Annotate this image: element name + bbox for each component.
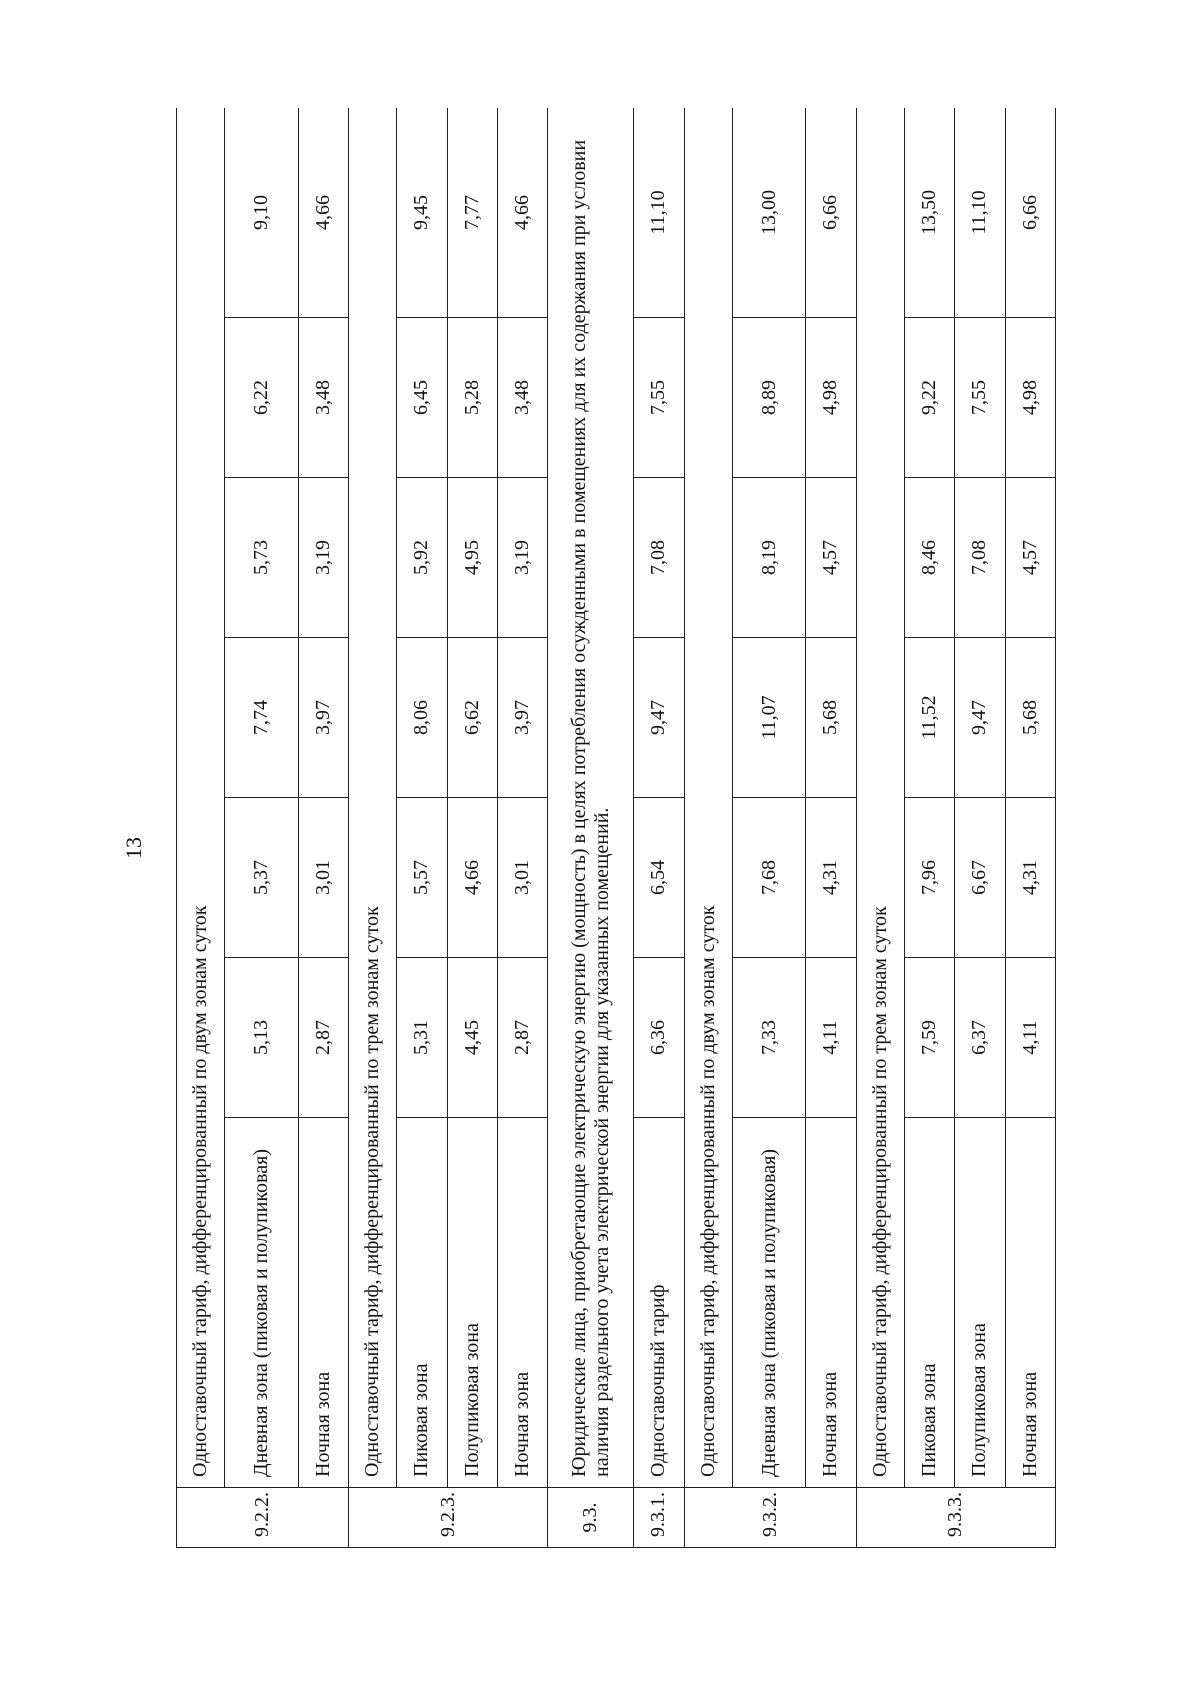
table-row: [397, 108, 447, 1548]
tariff-value: 4,66: [298, 108, 348, 318]
tariff-value: 5,68: [1005, 638, 1055, 798]
tariff-value: 6,22: [225, 318, 298, 478]
tariff-value: 4,11: [806, 958, 856, 1118]
tariff-value: 4,98: [806, 318, 856, 478]
tariff-value: 6,36: [634, 958, 684, 1118]
rotated-content: [176, 108, 1056, 1548]
section-title: Одноставочный тариф, дифференцированный по трем зонам суток: [856, 108, 904, 1488]
tariff-value: 9,10: [225, 108, 298, 318]
tariff-value: 7,55: [634, 318, 684, 478]
tariff-value: 5,73: [225, 478, 298, 638]
table-row: [806, 108, 856, 1548]
tariff-value: 6,67: [955, 798, 1005, 958]
tariff-value: 7,74: [225, 638, 298, 798]
tariff-table: [176, 108, 1056, 1548]
tariff-value: 3,97: [497, 638, 547, 798]
tariff-value: 3,01: [497, 798, 547, 958]
tariff-value: 13,50: [904, 108, 954, 318]
table-row: [904, 108, 954, 1548]
section-title: Юридические лица, приобретающие электрическую энергию (мощность) в целях потребления осужденными в помещениях для их содержания при условии наличия раздельного учета электрической энергии для указанных помещений.: [548, 108, 634, 1488]
zone-label: Одноставочный тариф: [634, 1118, 684, 1488]
tariff-value: 9,47: [634, 638, 684, 798]
tariff-value: 4,45: [447, 958, 497, 1118]
tariff-value: 5,13: [225, 958, 298, 1118]
zone-label: Полупиковая зона: [447, 1118, 497, 1488]
zone-label: Ночная зона: [497, 1118, 547, 1488]
tariff-value: 4,11: [1005, 958, 1055, 1118]
tariff-value: 4,31: [1005, 798, 1055, 958]
section-title: Одноставочный тариф, дифференцированный по двум зонам суток: [177, 108, 225, 1488]
tariff-value: 7,77: [447, 108, 497, 318]
tariff-value: 9,47: [955, 638, 1005, 798]
tariff-value: 3,19: [298, 478, 348, 638]
tariff-value: 3,19: [497, 478, 547, 638]
tariff-value: 7,59: [904, 958, 954, 1118]
tariff-value: 4,57: [1005, 478, 1055, 638]
tariff-value: 9,22: [904, 318, 954, 478]
tariff-value: 7,33: [732, 958, 805, 1118]
section-title-row: [177, 108, 225, 1548]
tariff-value: 5,31: [397, 958, 447, 1118]
section-title: Одноставочный тариф, дифференцированный по двум зонам суток: [684, 108, 732, 1488]
section-title-row: [548, 108, 634, 1548]
section-number: 9.2.2.: [177, 1488, 349, 1548]
tariff-value: 5,37: [225, 798, 298, 958]
tariff-value: 8,06: [397, 638, 447, 798]
table-row: [497, 108, 547, 1548]
tariff-value: 11,10: [634, 108, 684, 318]
section-number: 9.3.: [548, 1488, 634, 1548]
tariff-value: 5,68: [806, 638, 856, 798]
section-number: 9.3.3.: [856, 1488, 1055, 1548]
tariff-value: 6,37: [955, 958, 1005, 1118]
tariff-value: 2,87: [298, 958, 348, 1118]
section-title-row: [684, 108, 732, 1548]
section-title-row: [856, 108, 904, 1548]
tariff-value: 5,57: [397, 798, 447, 958]
tariff-value: 5,28: [447, 318, 497, 478]
tariff-value: 4,66: [497, 108, 547, 318]
table-row: [447, 108, 497, 1548]
section-number: 9.3.1.: [634, 1488, 684, 1548]
tariff-value: 7,08: [955, 478, 1005, 638]
tariff-value: 8,19: [732, 478, 805, 638]
section-number: 9.3.2.: [684, 1488, 856, 1548]
tariff-value: 3,48: [497, 318, 547, 478]
tariff-value: 6,62: [447, 638, 497, 798]
tariff-value: 11,52: [904, 638, 954, 798]
tariff-value: 5,92: [397, 478, 447, 638]
table-row: [1005, 108, 1055, 1548]
zone-label: Полупиковая зона: [955, 1118, 1005, 1488]
tariff-value: 4,98: [1005, 318, 1055, 478]
tariff-value: 3,97: [298, 638, 348, 798]
tariff-value: 6,54: [634, 798, 684, 958]
tariff-value: 4,95: [447, 478, 497, 638]
table-row: [225, 108, 298, 1548]
tariff-value: 11,10: [955, 108, 1005, 318]
zone-label: Ночная зона: [298, 1118, 348, 1488]
tariff-value: 11,07: [732, 638, 805, 798]
tariff-table-body: [177, 108, 1056, 1548]
table-row: [298, 108, 348, 1548]
table-row: [634, 108, 684, 1548]
tariff-value: 7,08: [634, 478, 684, 638]
zone-label: Дневная зона (пиковая и полупиковая): [732, 1118, 805, 1488]
table-row: [732, 108, 805, 1548]
table-row: [955, 108, 1005, 1548]
tariff-value: 4,66: [447, 798, 497, 958]
tariff-value: 4,57: [806, 478, 856, 638]
page-number: 13: [121, 837, 146, 859]
section-number: 9.2.3.: [349, 1488, 548, 1548]
section-title-row: [349, 108, 397, 1548]
zone-label: Дневная зона (пиковая и полупиковая): [225, 1118, 298, 1488]
zone-label: Пиковая зона: [904, 1118, 954, 1488]
rotated-table-area: [176, 108, 1056, 1548]
zone-label: Ночная зона: [1005, 1118, 1055, 1488]
tariff-value: 6,66: [806, 108, 856, 318]
zone-label: Пиковая зона: [397, 1118, 447, 1488]
tariff-value: 3,48: [298, 318, 348, 478]
section-title: Одноставочный тариф, дифференцированный по трем зонам суток: [349, 108, 397, 1488]
tariff-value: 7,68: [732, 798, 805, 958]
zone-label: Ночная зона: [806, 1118, 856, 1488]
tariff-value: 13,00: [732, 108, 805, 318]
tariff-value: 9,45: [397, 108, 447, 318]
tariff-value: 8,46: [904, 478, 954, 638]
tariff-value: 3,01: [298, 798, 348, 958]
tariff-value: 7,55: [955, 318, 1005, 478]
tariff-value: 6,66: [1005, 108, 1055, 318]
tariff-value: 6,45: [397, 318, 447, 478]
tariff-value: 7,96: [904, 798, 954, 958]
tariff-value: 4,31: [806, 798, 856, 958]
tariff-value: 2,87: [497, 958, 547, 1118]
tariff-value: 8,89: [732, 318, 805, 478]
